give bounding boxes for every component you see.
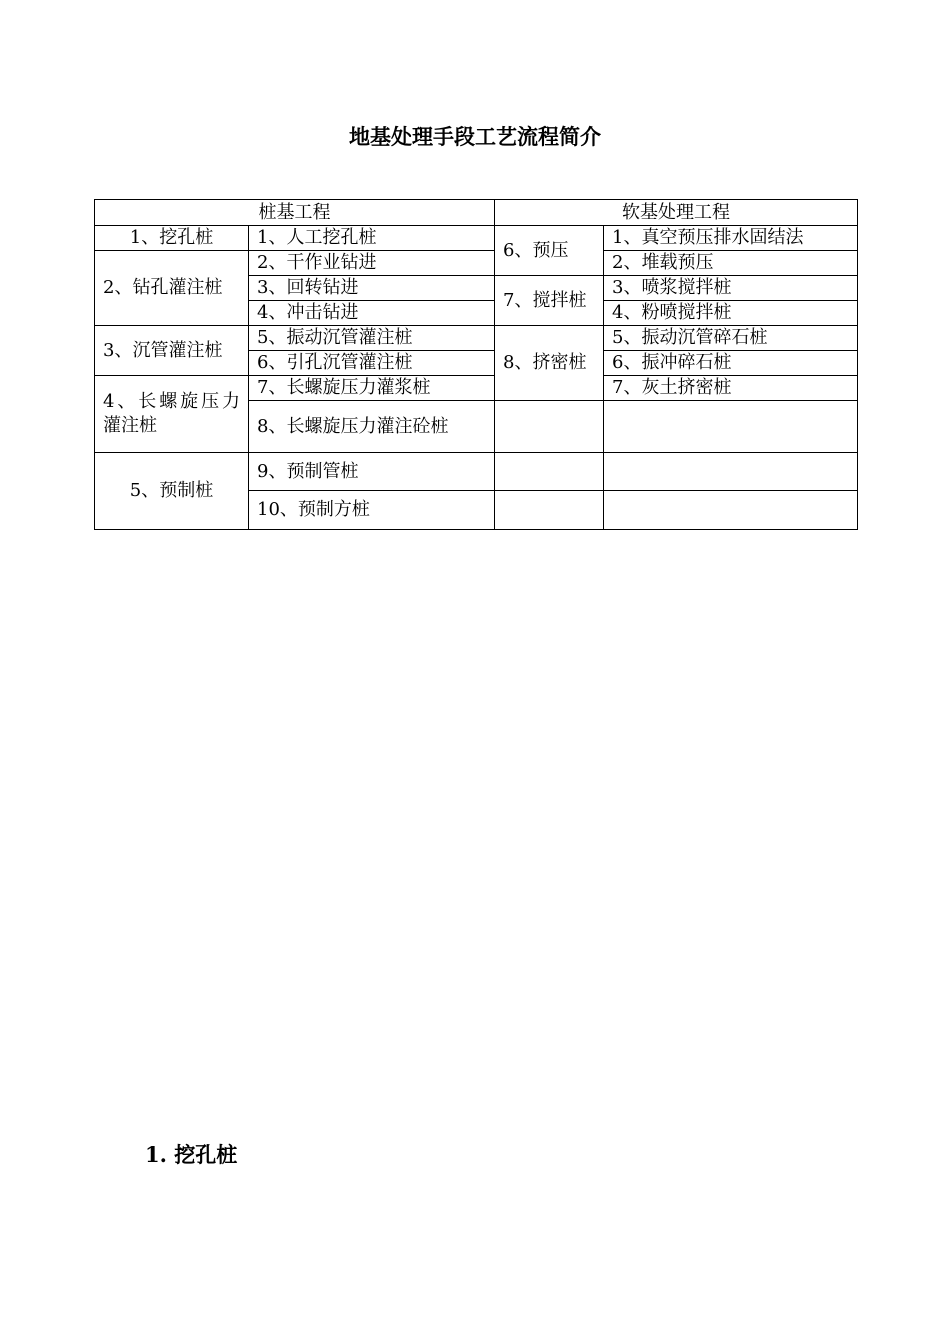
pile-method: 1、人工挖孔桩 bbox=[249, 226, 495, 251]
soft-method: 7、灰土挤密桩 bbox=[604, 376, 858, 401]
pile-method: 5、振动沉管灌注桩 bbox=[249, 326, 495, 351]
foundation-method-table bbox=[94, 199, 858, 530]
soft-category-8: 8、挤密桩 bbox=[495, 326, 604, 401]
table-row bbox=[95, 376, 858, 401]
empty-cell bbox=[604, 491, 858, 530]
pile-method: 7、长螺旋压力灌浆桩 bbox=[249, 376, 495, 401]
pile-method: 10、预制方桩 bbox=[249, 491, 495, 530]
empty-cell bbox=[495, 453, 604, 491]
pile-method: 9、预制管桩 bbox=[249, 453, 495, 491]
soft-category-7: 7、搅拌桩 bbox=[495, 276, 604, 326]
pile-category-5: 5、预制桩 bbox=[95, 453, 249, 530]
pile-category-3: 3、沉管灌注桩 bbox=[95, 326, 249, 376]
soft-method: 2、堆载预压 bbox=[604, 251, 858, 276]
pile-method: 6、引孔沉管灌注桩 bbox=[249, 351, 495, 376]
header-soft-foundation: 软基处理工程 bbox=[495, 200, 858, 226]
empty-cell bbox=[604, 453, 858, 491]
header-pile-foundation: 桩基工程 bbox=[95, 200, 495, 226]
table-row bbox=[95, 453, 858, 491]
pile-method: 8、长螺旋压力灌注砼桩 bbox=[249, 401, 495, 453]
empty-cell bbox=[495, 401, 604, 453]
pile-category-4: 4、长螺旋压力灌注桩 bbox=[95, 376, 249, 453]
soft-method: 4、粉喷搅拌桩 bbox=[604, 301, 858, 326]
pile-category-1: 1、挖孔桩 bbox=[95, 226, 249, 251]
document-title: 地基处理手段工艺流程简介 bbox=[349, 124, 601, 149]
pile-method: 4、冲击钻进 bbox=[249, 301, 495, 326]
soft-method: 1、真空预压排水固结法 bbox=[604, 226, 858, 251]
soft-method: 3、喷浆搅拌桩 bbox=[604, 276, 858, 301]
table-row bbox=[95, 251, 858, 276]
pile-category-2: 2、钻孔灌注桩 bbox=[95, 251, 249, 326]
pile-method: 2、干作业钻进 bbox=[249, 251, 495, 276]
soft-method: 5、振动沉管碎石桩 bbox=[604, 326, 858, 351]
table-row bbox=[95, 326, 858, 351]
pile-method: 3、回转钻进 bbox=[249, 276, 495, 301]
empty-cell bbox=[495, 491, 604, 530]
section-heading: 1. 挖孔桩 bbox=[145, 1142, 238, 1167]
empty-cell bbox=[604, 401, 858, 453]
table-header-row bbox=[95, 200, 858, 226]
table-row bbox=[95, 226, 858, 251]
soft-method: 6、振冲碎石桩 bbox=[604, 351, 858, 376]
soft-category-6: 6、预压 bbox=[495, 226, 604, 276]
